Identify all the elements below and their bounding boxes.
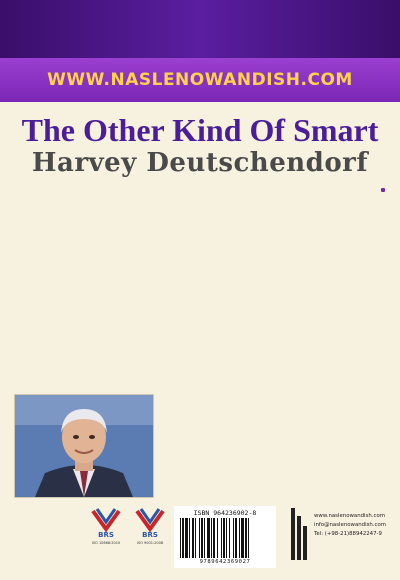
author-photo [14, 394, 154, 498]
cert-2-label: BRS [142, 531, 158, 539]
barcode-digits: 9789642369027 [199, 559, 251, 565]
certification-badge-2 [130, 505, 170, 557]
publisher-email[interactable]: info@naslenowandish.com [314, 522, 387, 528]
publisher-website[interactable]: www.naslenowandish.com [314, 513, 386, 519]
author-bio [158, 412, 386, 484]
author-name: Harvey Deutschendorf [31, 148, 369, 178]
description-text [14, 182, 386, 414]
cert-1-label: BRS [98, 531, 114, 539]
publisher-phone: Tel: (+98-21)88942247-9 [314, 531, 382, 537]
website-url: WWW.NASLENOWANDISH.COM [47, 70, 353, 90]
certification-badge-1 [86, 505, 126, 557]
cert-1-code: ISO 10668:2010 [91, 541, 121, 545]
barcode-bars [180, 518, 270, 558]
barcode [174, 506, 276, 568]
certification-logo-icon [133, 505, 167, 539]
url-banner [0, 58, 400, 102]
cert-2-code: ISO 9001:2008 [136, 541, 164, 545]
top-color-band [0, 0, 400, 58]
publisher-info [314, 512, 394, 539]
publisher-logo-icon [290, 506, 308, 562]
book-title: The Other Kind Of Smart [21, 112, 379, 148]
isbn-number: ISBN 964236902-8 [193, 509, 257, 517]
certification-logo-icon [89, 505, 123, 539]
